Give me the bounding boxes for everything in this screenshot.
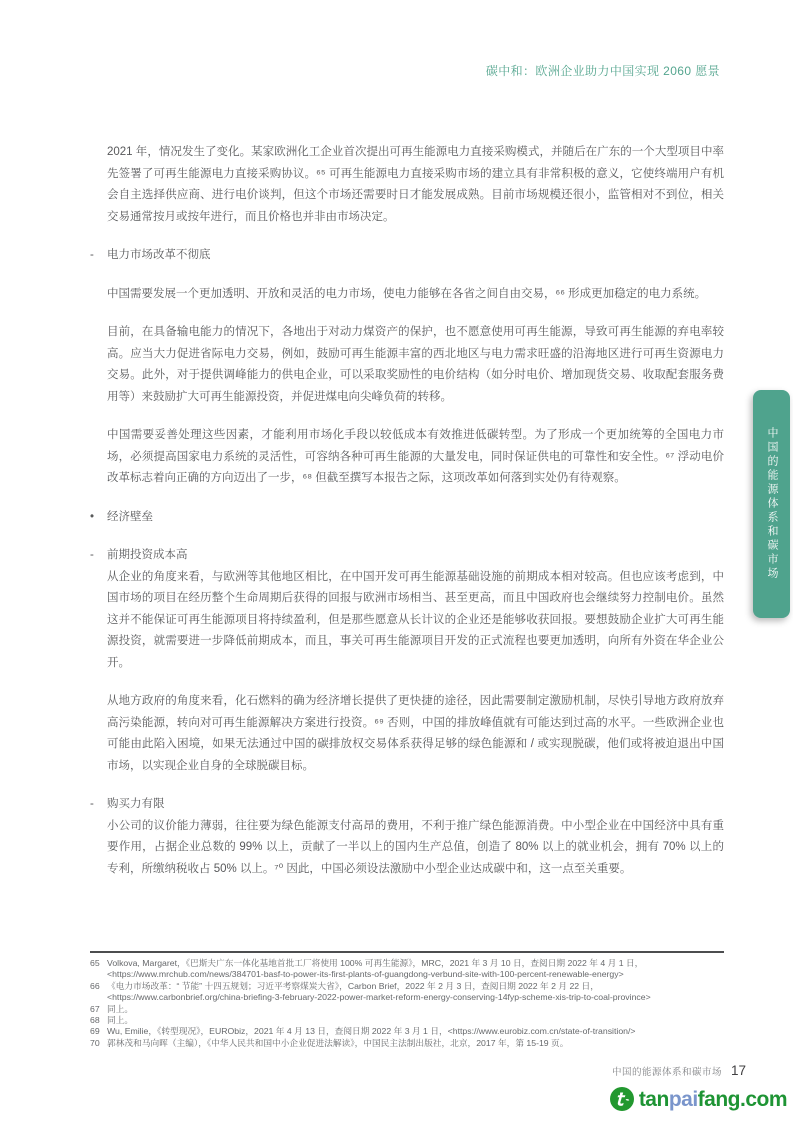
list-marker: • (90, 510, 95, 523)
paragraph (107, 691, 724, 777)
footnote-item (90, 1004, 724, 1015)
block-text: 前期投资成本高 (107, 549, 188, 561)
footnotes-section (90, 951, 724, 1049)
list-marker: - (90, 249, 94, 261)
block-text: 电力市场改革不彻底 (107, 249, 211, 261)
footnote-item (90, 1026, 724, 1037)
paragraph (107, 322, 724, 408)
tanpaifang-logo-text (639, 1089, 787, 1110)
block-text: 小公司的议价能力薄弱，往往要为绿色能源支付高昂的费用，不利于推广绿色能源消费。中小型企业在中国经济中具有重要作用，占据企业总数的 99% 以上，贡献了一半以上的国内生产总值，创造了 80% 以上的就业机会，拥有 70% 以上的专利，所缴纳税收占 50% 以上。⁷⁰ 因此，中国必须设法激励中小型企业达成碳中和，这一点至关重要。 (107, 819, 724, 875)
block-text: 从地方政府的角度来看，化石燃料的确为经济增长提供了更快捷的途径，因此需要制定激励机制，尽快引导地方政府放弃高污染能源，转向对可再生能源解决方案进行投资。⁶⁹ 否则，中国的排放峰值就有可能达到过高的水平。一些欧洲企业也可能由此陷入困境，如果无法通过中国的碳排放权交易体系获得足够的绿色能源和 / 或实现脱碳，他们或将被迫退出中国市场，以实现企业自身的全球脱碳目标。 (107, 695, 724, 772)
footnote-text: Volkova, Margaret，《巴斯夫广东一体化基地首批工厂将使用 100% 可再生能源》，MRC，2021 年 3 月 10 日，查阅日期 2022 年 4 月 1 日，<https://www.mrchub.com/news/384701-basf-to-power-its-first-plants-of-guangdong-verbund-site-with-100-percent-renewable-energy> (107, 958, 644, 980)
block-text: 目前，在具备输电能力的情况下，各地出于对动力煤资产的保护，也不愿意使用可再生能源，导致可再生能源的弃电率较高。应当大力促进省际电力交易，例如，鼓励可再生能源丰富的西北地区与电力需求旺盛的沿海地区进行可再生资源电力交易。此外，对于提供调峰能力的供电企业，可以采取奖励性的电价结构（如分时电价、增加现货交易、收取配套服务费用等）来鼓励扩大可再生能源投资，并促进煤电向尖峰负荷的转移。 (107, 326, 724, 403)
page-footer (612, 1063, 746, 1078)
list-marker: - (90, 798, 94, 810)
footnote-item (90, 981, 724, 1004)
footnote-number: 66 (90, 980, 100, 991)
block-text: 中国需要妥善处理这些因素，才能利用市场化手段以较低成本有效推进低碳转型。为了形成一个更加统筹的全国电力市场，必须提高国家电力系统的灵活性，可容纳各种可再生能源的大量发电，同时保证供电的可靠性和安全性。⁶⁷ 浮动电价改革标志着向正确的方向迈出了一步，⁶⁸ 但截至撰写本报告之际，这项改革如何落到实处仍有待观察。 (107, 429, 724, 484)
block-text: 购买力有限 (107, 798, 165, 810)
block-text: 2021 年，情况发生了变化。某家欧洲化工企业首次提出可再生能源电力直接采购模式，并随后在广东的一个大型项目中率先签署了可再生能源电力直接采购协议。⁶⁵ 可再生能源电力直接采购市场的建立具有非常积极的意义，它使终端用户有机会自主选择供应商、进行电价谈判，但这个市场还需要时日才能发展成熟。目前市场规模还很小，监管相对不到位，相关交易通常按月或按年进行，而且价格也并非由市场决定。 (107, 146, 724, 223)
block-text: 从企业的角度来看，与欧洲等其他地区相比，在中国开发可再生能源基础设施的前期成本相对较高。但也应该考虑到，中国市场的项目在经历整个生命周期后获得的回报与欧洲市场相当、甚至更高，而且中国政府也会继续努力控制电价。虽然这并不能保证可再生能源项目将持续盈利，但是那些愿意从长计议的企业还是能够收获回报。要想鼓励企业扩大可再生能源投资，就需要进一步降低前期成本，而且，事关可再生能源项目开发的正式流程也要更加透明，向所有外资在华企业公开。 (107, 570, 724, 669)
paragraph (107, 284, 724, 306)
block-text: 中国需要发展一个更加透明、开放和灵活的电力市场，使电力能够在各省之间自由交易，⁶⁶ 形成更加稳定的电力系统。 (107, 287, 707, 300)
section-heading (90, 545, 724, 567)
section-heading (90, 507, 724, 529)
list-marker: - (90, 549, 94, 561)
footnote-text: 同上。 (107, 1015, 134, 1026)
footnote-number: 70 (90, 1037, 100, 1048)
side-tab-label: 中国的能源体系和碳市场 (766, 427, 778, 581)
logo-text-fang: fang.com (697, 1087, 787, 1111)
footnote-number: 69 (90, 1026, 100, 1037)
footnote-text: Wu, Emilie，《转型现况》，EURObiz，2021 年 4 月 13 日，查阅日期 2022 年 3 月 1 日，<https://www.eurobiz.com.cn/state-of-transition/> (107, 1026, 636, 1037)
footnote-text: 郭林茂和马向晖（主编），《中华人民共和国中小企业促进法解读》，中国民主法制出版社，北京，2017 年，第 15-19 页。 (107, 1037, 569, 1048)
section-heading (90, 245, 724, 267)
footnote-item (90, 1015, 724, 1026)
footnote-text: 同上。 (107, 1003, 134, 1014)
footnote-item (90, 958, 724, 981)
page-header-title: 碳中和：欧洲企业助力中国实现 2060 愿景 (485, 64, 720, 78)
logo-text-pai: pai (668, 1087, 698, 1111)
footnote-number: 68 (90, 1015, 100, 1026)
footer-page-number: 17 (730, 1063, 746, 1078)
content-blocks (90, 142, 724, 897)
paragraph (107, 425, 724, 490)
tanpaifang-leaf-icon (610, 1087, 634, 1111)
section-heading (90, 794, 724, 816)
paragraph (107, 142, 724, 228)
paragraph (107, 816, 724, 881)
logo-text-tan: tan (638, 1087, 669, 1111)
block-text: 经济壁垒 (107, 510, 153, 523)
paragraph (107, 567, 724, 675)
footnote-item (90, 1038, 724, 1049)
footnote-text: 《电力市场改革：“ 节能” 十四五规划；习近平考察煤炭大省》，Carbon Brief，2022 年 2 月 3 日，查阅日期 2022 年 2 月 22 日，<https://www.carbonbrief.org/china-briefing-3-february-2022-power-market-reform-energy-conserving-14fyp-scheme-xis-trip-to-coal-province> (107, 980, 651, 1003)
footnote-number: 65 (90, 958, 100, 968)
side-tab-energy-carbon-market[interactable] (753, 390, 790, 618)
footnote-number: 67 (90, 1003, 100, 1014)
tanpaifang-logo-link[interactable] (610, 1087, 787, 1111)
footer-section-label: 中国的能源体系和碳市场 (611, 1067, 722, 1078)
